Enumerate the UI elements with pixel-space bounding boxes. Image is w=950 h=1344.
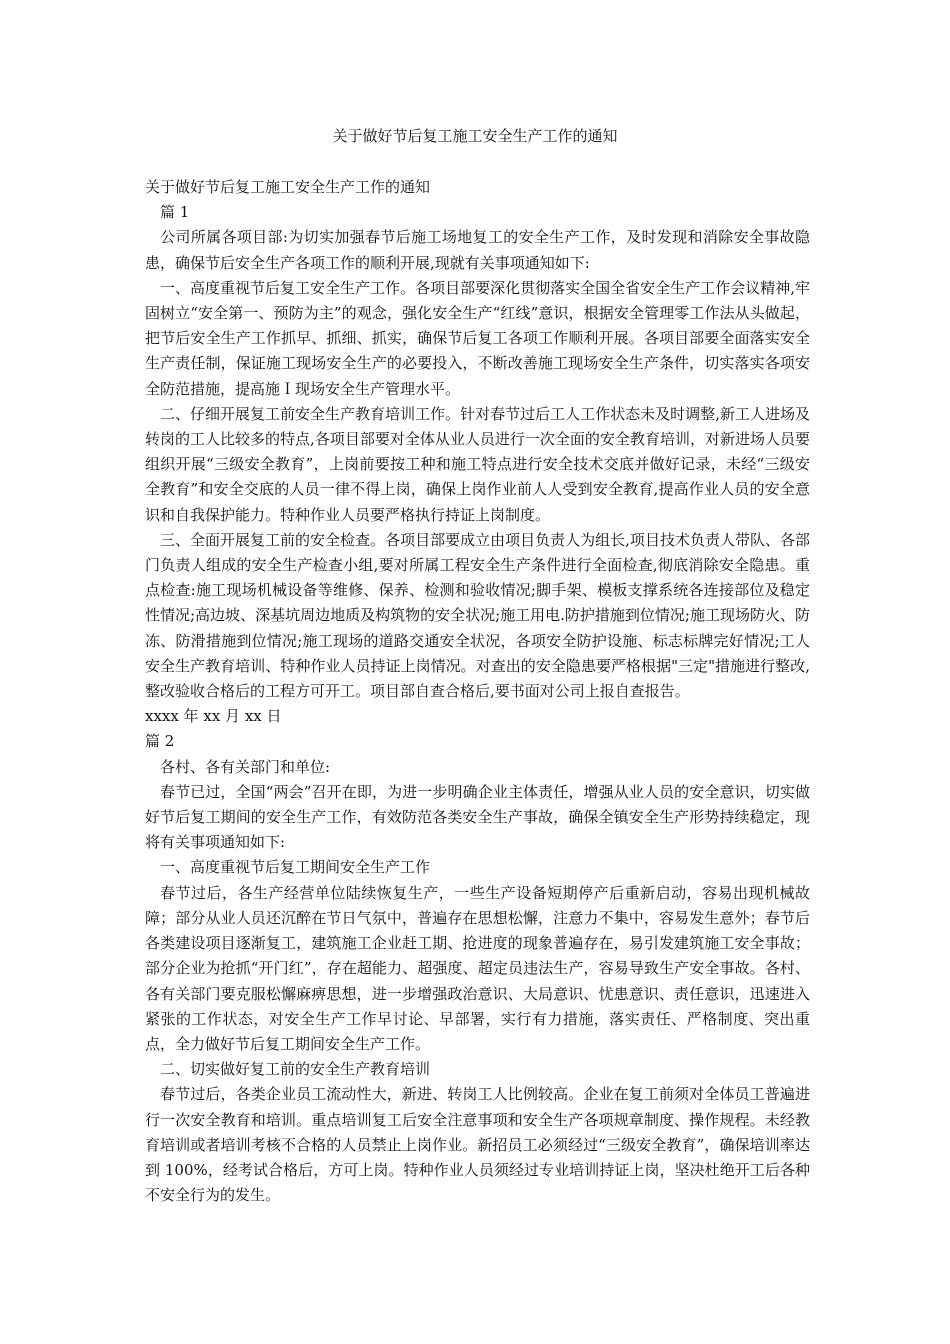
salutation: 各村、各有关部门和单位: bbox=[160, 757, 331, 776]
date-line: xxxx 年 xx 月 xx 日 bbox=[145, 707, 282, 726]
paragraph-intro-1: 公司所属各项目部:为切实加强春节后施工场地复工的安全生产工作，及时发现和消除安全事故隐患，确保节后安全生产各项工作的顺利开展,现就有关事项通知如下: bbox=[145, 228, 810, 272]
paragraph-part2-2: 春节过后，各类企业员工流动性大，新进、转岗工人比例较高。企业在复工前须对全体员工普遍进行一次安全教育和培训。重点培训复工后安全注意事项和安全生产各项规章制度、操作规程。未经教育培训或者培训考核不合格的人员禁止上岗作业。新招员工必须经过“三级安全教育”，确保培训率达到 100%，经考试合格后，方可上岗。特种作业人员须经过专业培训持证上岗，坚决杜绝开工后各种不安全行为的发生。 bbox=[145, 1085, 810, 1205]
paragraph-intro-2: 春节已过，全国“两会”召开在即，为进一步明确企业主体责任，增强从业人员的安全意识，切实做好节后复工期间的安全生产工作，有效防范各类安全生产事故，确保全镇安全生产形势持续稳定，现将有关事项通知如下: bbox=[145, 782, 810, 852]
paragraph-item-1: 一、高度重视节后复工安全生产工作。各项目部要深化贯彻落实全国全省安全生产工作会议精神,牢固树立“安全第一、预防为主”的观念，强化安全生产“红线”意识，根据安全管理零工作法从头做起，把节后安全生产工作抓早、抓细、抓实，确保节后复工各项工作顺利开展。各项目部要全面落实安全生产责任制，保证施工现场安全生产的必要投入，不断改善施工现场安全生产条件，切实落实各项安全防范措施，提高施Ｉ现场安全生产管理水平。 bbox=[145, 278, 810, 398]
section-label-part1: 篇 1 bbox=[160, 203, 190, 222]
body-heading: 关于做好节后复工施工安全生产工作的通知 bbox=[145, 178, 431, 196]
subheading-1: 一、高度重视节后复工期间安全生产工作 bbox=[160, 858, 431, 877]
paragraph-part2-1: 春节过后，各生产经营单位陆续恢复生产，一些生产设备短期停产后重新启动，容易出现机械故障；部分从业人员还沉醉在节日气氛中，普遍存在思想松懈，注意力不集中，容易发生意外；春节后各类建设项目逐渐复工，建筑施工企业赶工期、抢进度的现象普遍存在，易引发建筑施工安全事故；部分企业为抢抓“开门红”，存在超能力、超强度、超定员违法生产，容易导致生产安全事故。各村、各有关部门要克服松懈麻痹思想，进一步增强政治意识、大局意识、忧患意识、责任意识，迅速进入紧张的工作状态，对安全生产工作早讨论、早部署，实行有力措施，落实责任、严格制度、突出重点，全力做好节后复工期间安全生产工作。 bbox=[145, 883, 810, 1053]
document-title: 关于做好节后复工施工安全生产工作的通知 bbox=[332, 127, 618, 145]
paragraph-item-2: 二、仔细开展复工前安全生产教育培训工作。针对春节过后工人工作状态未及时调整,新工人进场及转岗的工人比较多的特点,各项目部要对全体从业人员进行一次全面的安全教育培训，对新进场人员要组织开展“三级安全教育”，上岗前要按工种和施工特点进行安全技术交底并做好记录，未经“三级安全教育”和安全交底的人员一律不得上岗，确保上岗作业前人人受到安全教育,提高作业人员的安全意识和自我保护能力。特种作业人员要严格执行持证上岗制度。 bbox=[145, 404, 810, 524]
document-body bbox=[145, 175, 810, 1208]
paragraph-item-3: 三、全面开展复工前的安全检查。各项目部要成立由项目负责人为组长,项目技术负责人带队、各部门负责人组成的安全生产检查小组,要对所属工程安全生产条件进行全面检查,彻底消除安全隐患。重点检查:施工现场机械设备等维修、保养、检测和验收情况;脚手架、模板支撑系统各连接部位及稳定性情况;高边坡、深基坑周边地质及构筑物的安全状况;施工用电.防护措施到位情况;施工现场防火、防冻、防滑措施到位情况;施工现场的道路交通安全状况，各项安全防护设施、标志标牌完好情况;工人安全生产教育培训、特种作业人员持证上岗情况。对查出的安全隐患要严格根据"三定"措施进行整改,整改验收合格后的工程方可开工。项目部自查合格后,要书面对公司上报自查报告。 bbox=[145, 530, 810, 701]
subheading-2: 二、切实做好复工前的安全生产教育培训 bbox=[160, 1060, 431, 1079]
section-label-part2: 篇 2 bbox=[145, 732, 175, 751]
